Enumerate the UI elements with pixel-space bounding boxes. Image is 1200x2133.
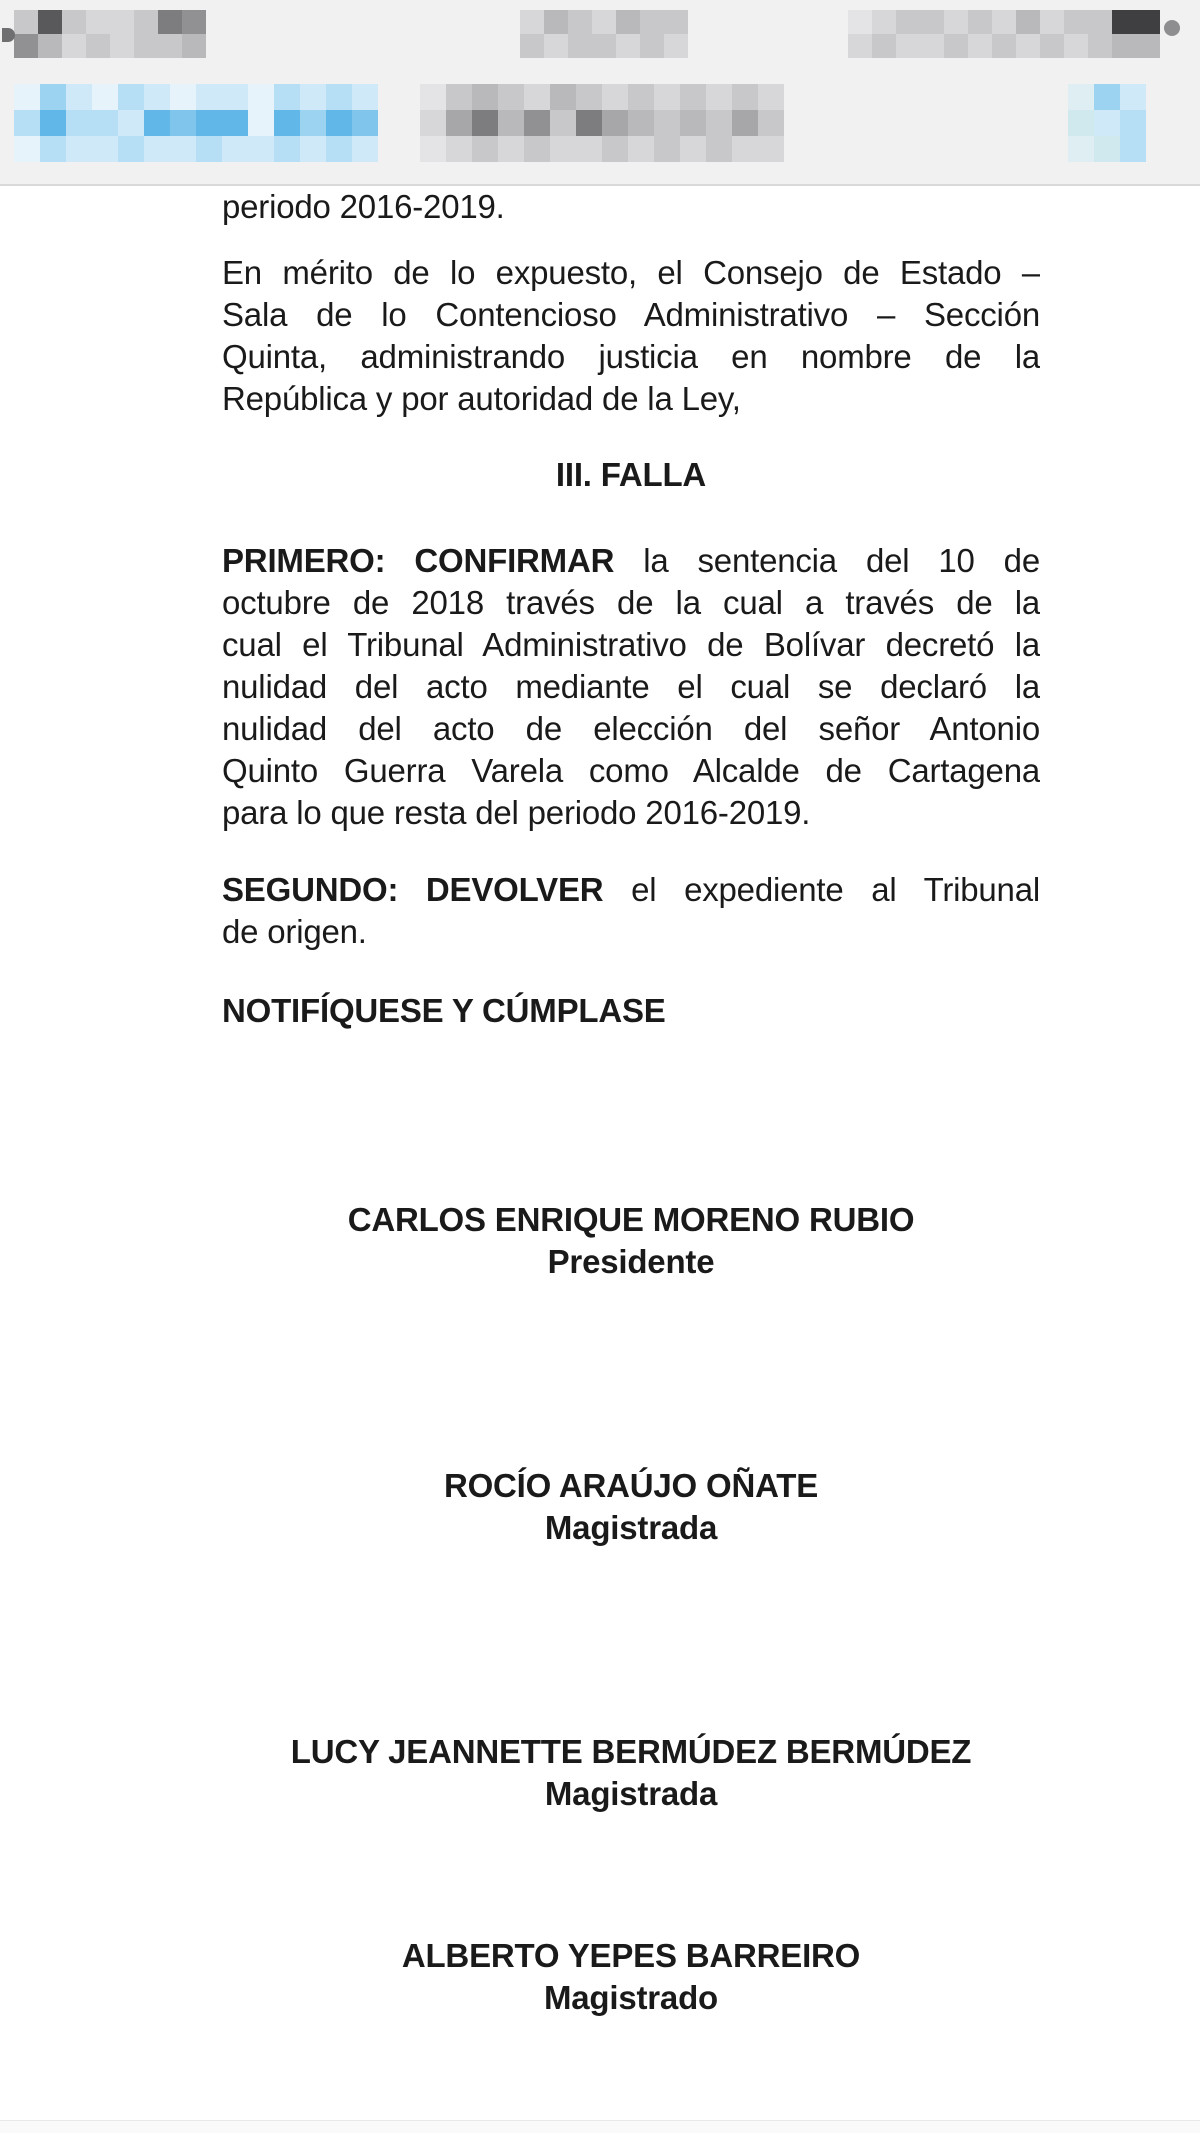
signature-role: Presidente <box>547 1243 715 1280</box>
closing-formula <box>222 990 1040 1032</box>
redacted-header <box>0 0 1200 186</box>
document-line: Quinta, administrando justicia en nombre de la <box>222 338 1040 375</box>
signature-name: ROCÍO ARAÚJO OÑATE <box>443 1467 819 1504</box>
signature-block <box>222 1465 1040 1549</box>
signature-block <box>222 1199 1040 1283</box>
document-line: cual el Tribunal Administrativo de Bolívar decretó la <box>222 626 1040 663</box>
paragraph-fragment <box>222 186 1040 228</box>
signature-name: LUCY JEANNETTE BERMÚDEZ BERMÚDEZ <box>290 1733 972 1770</box>
signature-name: CARLOS ENRIQUE MORENO RUBIO <box>347 1201 915 1238</box>
document-line: Sala de lo Contencioso Administrativo – Sección <box>222 296 1040 333</box>
signature-role: Magistrada <box>544 1509 718 1546</box>
document-line: para lo que resta del periodo 2016-2019. <box>222 794 811 831</box>
paragraph-merito <box>222 252 1040 420</box>
redaction-right-nub <box>1164 20 1180 36</box>
document-line: III. FALLA <box>555 456 707 493</box>
signature-block <box>222 1935 1040 2019</box>
footer-strip <box>0 2120 1200 2133</box>
document-line: octubre de 2018 través de la cual a través de la <box>222 584 1040 621</box>
section-heading-falla <box>222 454 1040 496</box>
signature-block <box>222 1731 1040 1815</box>
signature-name: ALBERTO YEPES BARREIRO <box>401 1937 861 1974</box>
document-line: nulidad del acto mediante el cual se declaró la <box>222 668 1040 705</box>
paragraph-primero <box>222 540 1040 834</box>
document-line: NOTIFÍQUESE Y CÚMPLASE <box>222 992 666 1029</box>
document-line: nulidad del acto de elección del señor Antonio <box>222 710 1040 747</box>
document-line: PRIMERO: CONFIRMAR la sentencia del 10 de <box>222 542 1040 579</box>
document-line: periodo 2016-2019. <box>222 188 505 225</box>
paragraph-segundo <box>222 869 1040 953</box>
document-line: En mérito de lo expuesto, el Consejo de Estado – <box>222 254 1040 291</box>
signature-role: Magistrado <box>543 1979 719 2016</box>
document-body <box>222 186 1040 2019</box>
signature-role: Magistrada <box>544 1775 718 1812</box>
document-line: de origen. <box>222 913 367 950</box>
document-line: Quinto Guerra Varela como Alcalde de Cartagena <box>222 752 1040 789</box>
document-line: República y por autoridad de la Ley, <box>222 380 741 417</box>
document-line: SEGUNDO: DEVOLVER el expediente al Tribunal <box>222 871 1040 908</box>
